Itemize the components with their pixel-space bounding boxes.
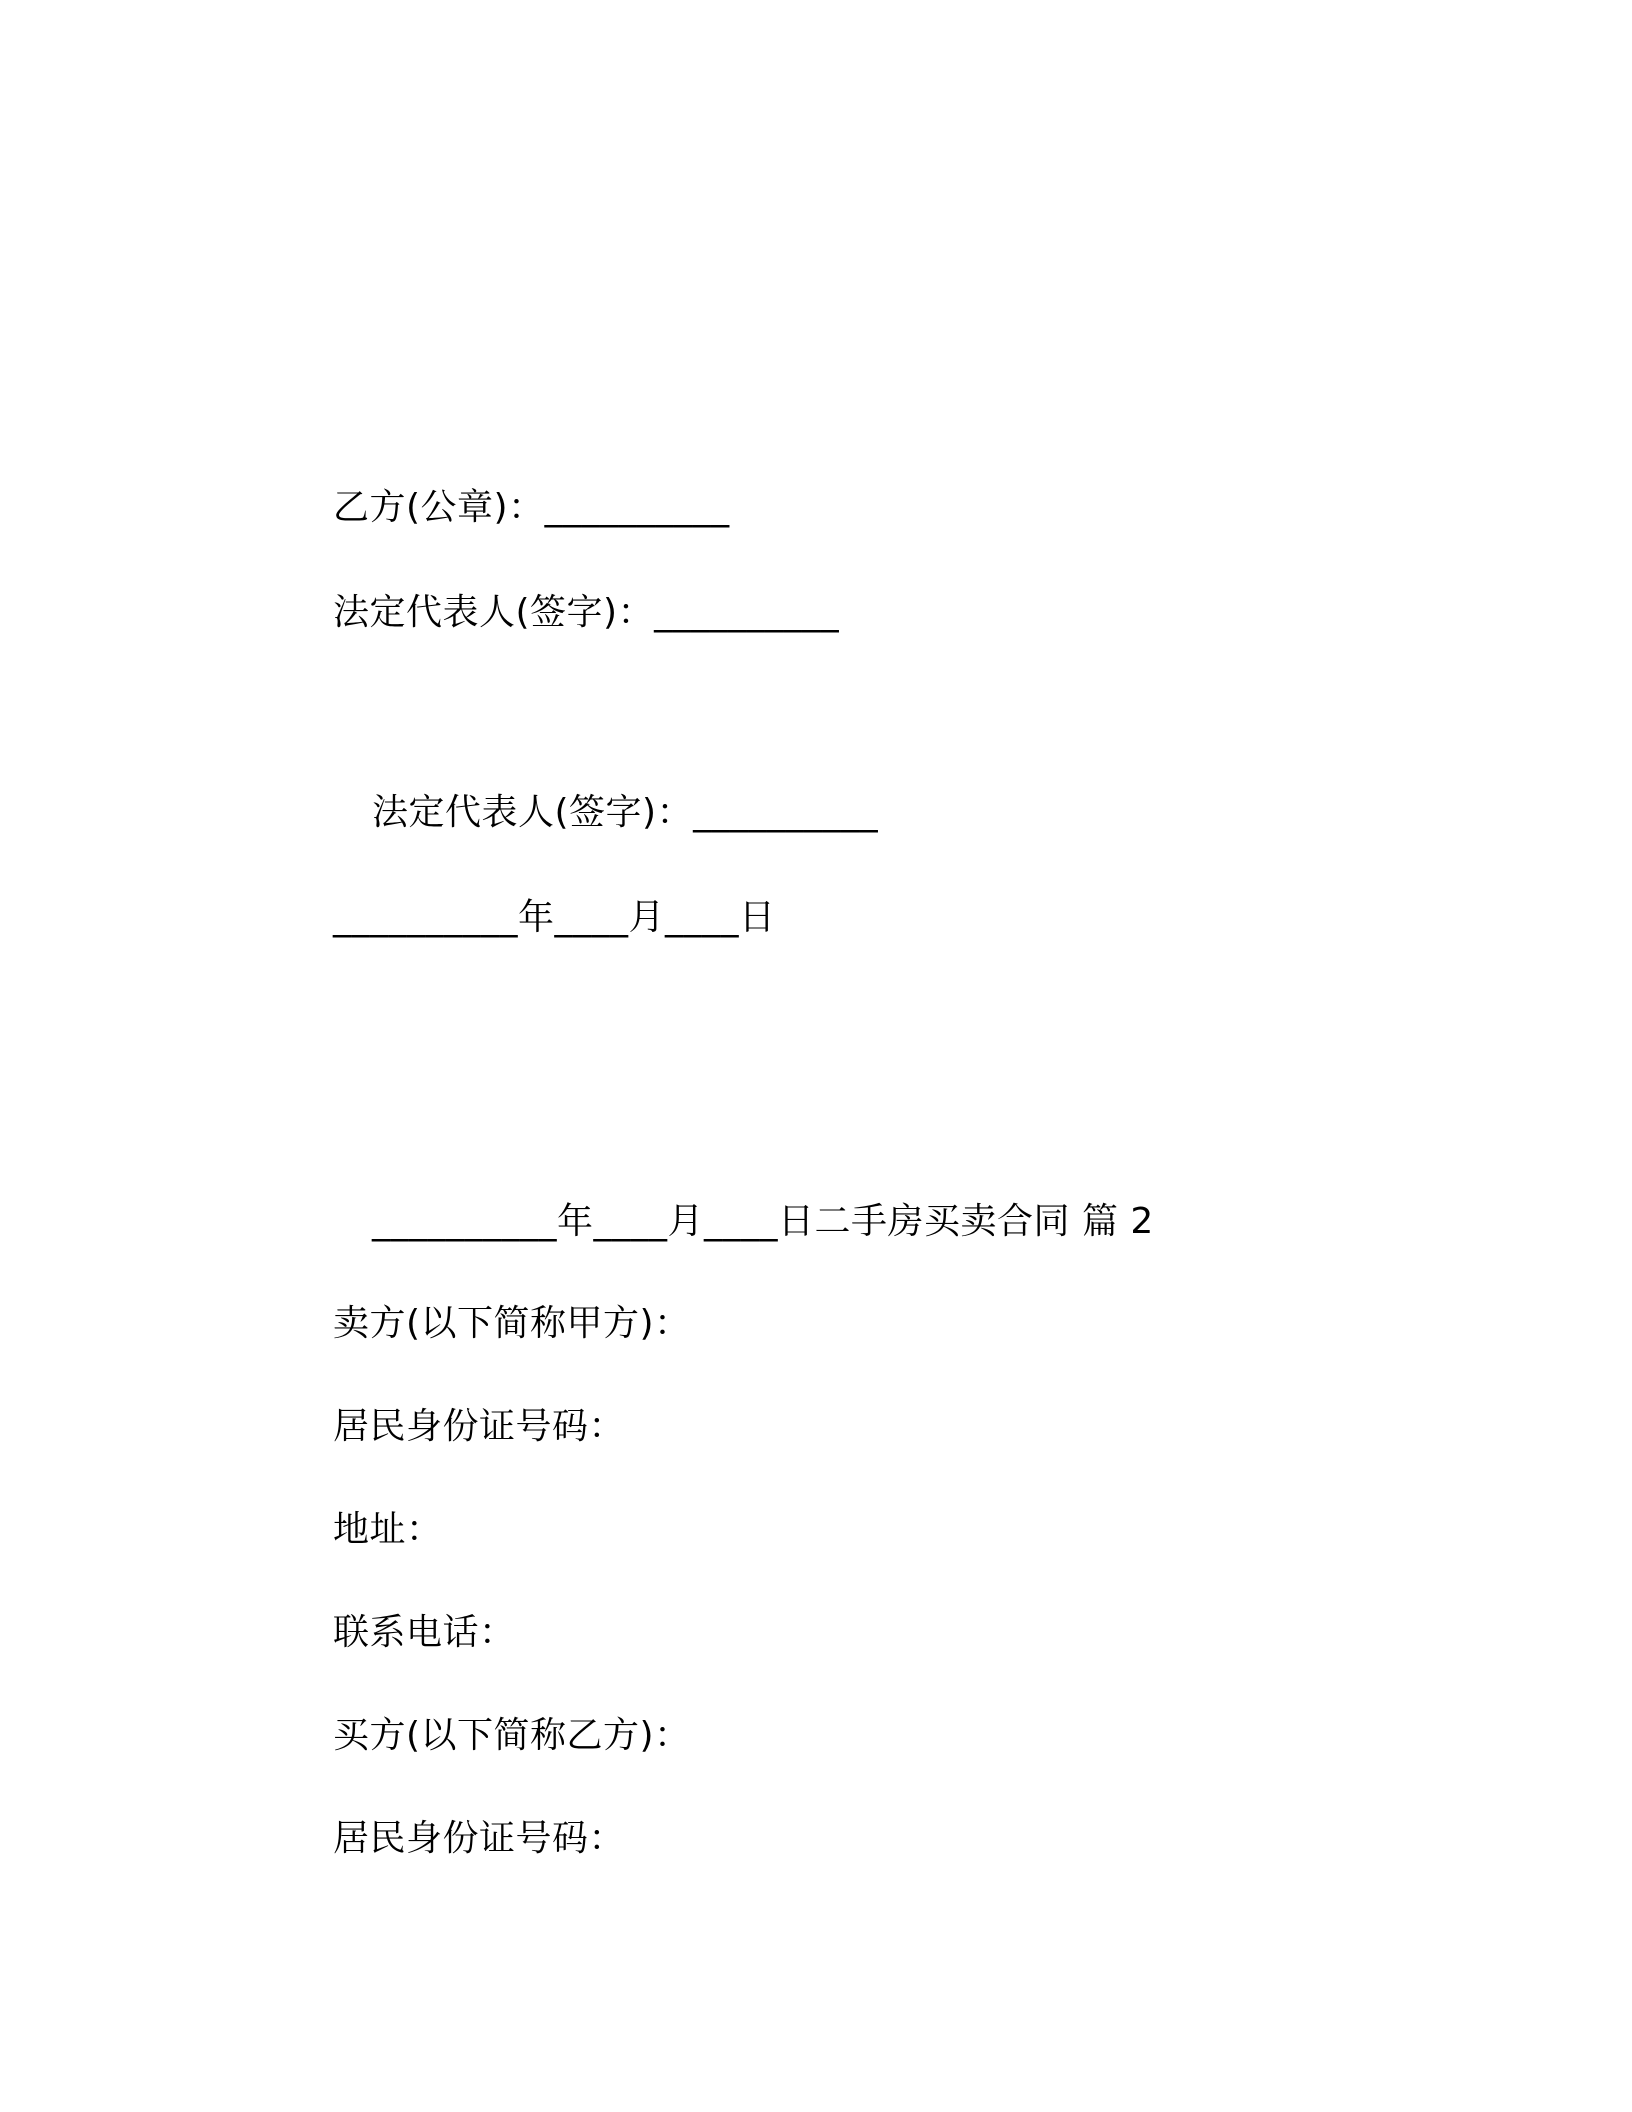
party-b-seal-line: 乙方(公章)：__________	[333, 487, 730, 528]
legal-representative-signature-line: 法定代表人(签字)：__________	[372, 792, 879, 833]
seller-phone-label: 联系电话：	[333, 1612, 516, 1653]
buyer-label: 买方(以下简称乙方)：	[333, 1715, 691, 1756]
seller-address-label: 地址：	[333, 1509, 443, 1550]
seller-id-number-label: 居民身份证号码：	[333, 1406, 626, 1447]
contract-section-heading: __________年____月____日二手房买卖合同 篇 2	[372, 1201, 1154, 1242]
seller-label: 卖方(以下简称甲方)：	[333, 1303, 691, 1344]
legal-representative-signature-line: 法定代表人(签字)：__________	[333, 592, 840, 633]
date-line: __________年____月____日	[333, 897, 776, 938]
buyer-id-number-label: 居民身份证号码：	[333, 1818, 626, 1859]
